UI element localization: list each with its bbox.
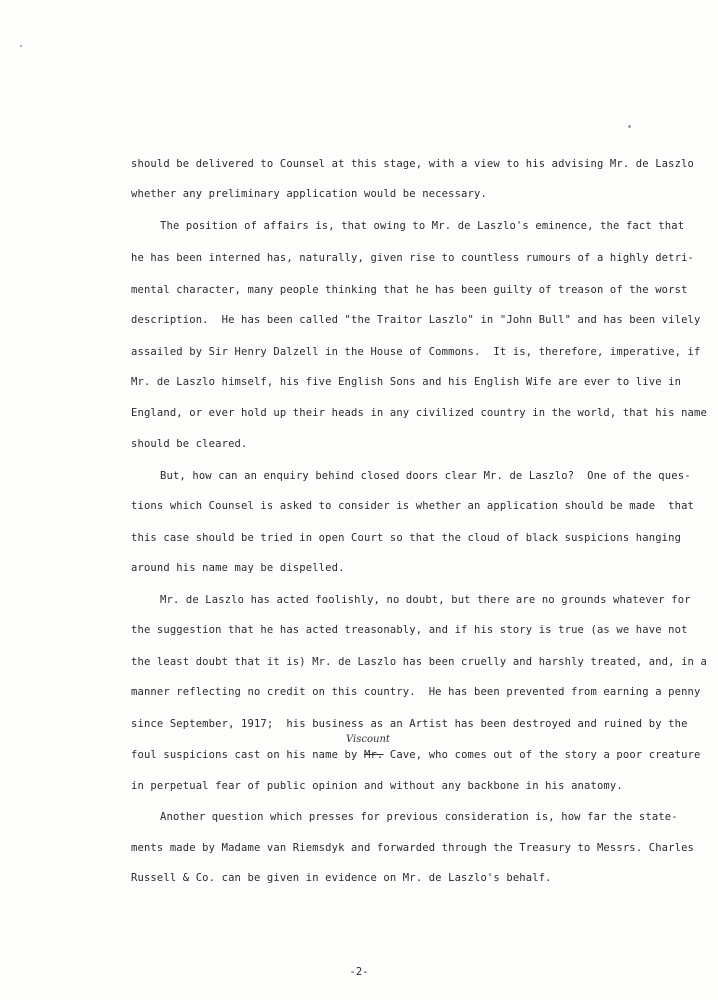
text-line-14: around his name may be dispelled. <box>131 562 345 574</box>
text-line-11: But, how can an enquiry behind closed doors clear Mr. de Laszlo? One of the ques- <box>160 470 691 482</box>
text-line-7: assailed by Sir Henry Dalzell in the House of Commons. It is, therefore, imperative, if <box>131 346 701 358</box>
struck-title: Mr. <box>363 749 384 761</box>
foul-line-after: Cave, who comes out of the story a poor creature <box>383 749 701 761</box>
text-line-20 <box>131 749 718 761</box>
text-line-22: Another question which presses for previous consideration is, how far the state- <box>160 811 678 823</box>
handwritten-viscount: Viscount <box>346 734 390 745</box>
text-line-10: should be cleared. <box>131 438 248 450</box>
paper-speck <box>20 45 22 47</box>
text-line-6: description. He has been called "the Traitor Laszlo" in "John Bull" and has been vilely <box>131 314 701 326</box>
text-line-8: Mr. de Laszlo himself, his five English Sons and his English Wife are ever to live in <box>131 376 682 388</box>
foul-line-before: foul suspicions cast on his name by <box>131 749 364 761</box>
paper-speck <box>628 125 631 128</box>
text-line-1: should be delivered to Counsel at this stage, with a view to his advising Mr. de Laszlo <box>131 158 695 170</box>
text-line-15: Mr. de Laszlo has acted foolishly, no doubt, but there are no grounds whatever for <box>160 594 691 606</box>
text-line-5: mental character, many people thinking that he has been guilty of treason of the worst <box>131 284 688 296</box>
text-line-16: the suggestion that he has acted treasonably, and if his story is true (as we have not <box>131 624 688 636</box>
text-line-13: this case should be tried in open Court so that the cloud of black suspicions hanging <box>131 532 682 544</box>
text-line-21: in perpetual fear of public opinion and without any backbone in his anatomy. <box>131 780 623 792</box>
text-line-24: Russell & Co. can be given in evidence on Mr. de Laszlo's behalf. <box>131 872 552 884</box>
text-line-4: he has been interned has, naturally, given rise to countless rumours of a highly detri- <box>131 252 695 264</box>
text-line-19: since September, 1917; his business as an Artist has been destroyed and ruined by the <box>131 718 688 730</box>
text-line-2: whether any preliminary application would be necessary. <box>131 188 487 200</box>
text-line-9: England, or ever hold up their heads in any civilized country in the world, that his name <box>131 407 707 419</box>
text-line-3: The position of affairs is, that owing to Mr. de Laszlo's eminence, the fact that <box>160 220 685 232</box>
text-line-12: tions which Counsel is asked to consider is whether an application should be made that <box>131 500 695 512</box>
text-line-23: ments made by Madame van Riemsdyk and forwarded through the Treasury to Messrs. Charles <box>131 842 695 854</box>
text-line-18: manner reflecting no credit on this country. He has been prevented from earning a penny <box>131 686 701 698</box>
text-line-17: the least doubt that it is) Mr. de Laszlo has been cruelly and harshly treated, and, in a <box>131 656 707 668</box>
page-number: -2- <box>349 966 369 978</box>
